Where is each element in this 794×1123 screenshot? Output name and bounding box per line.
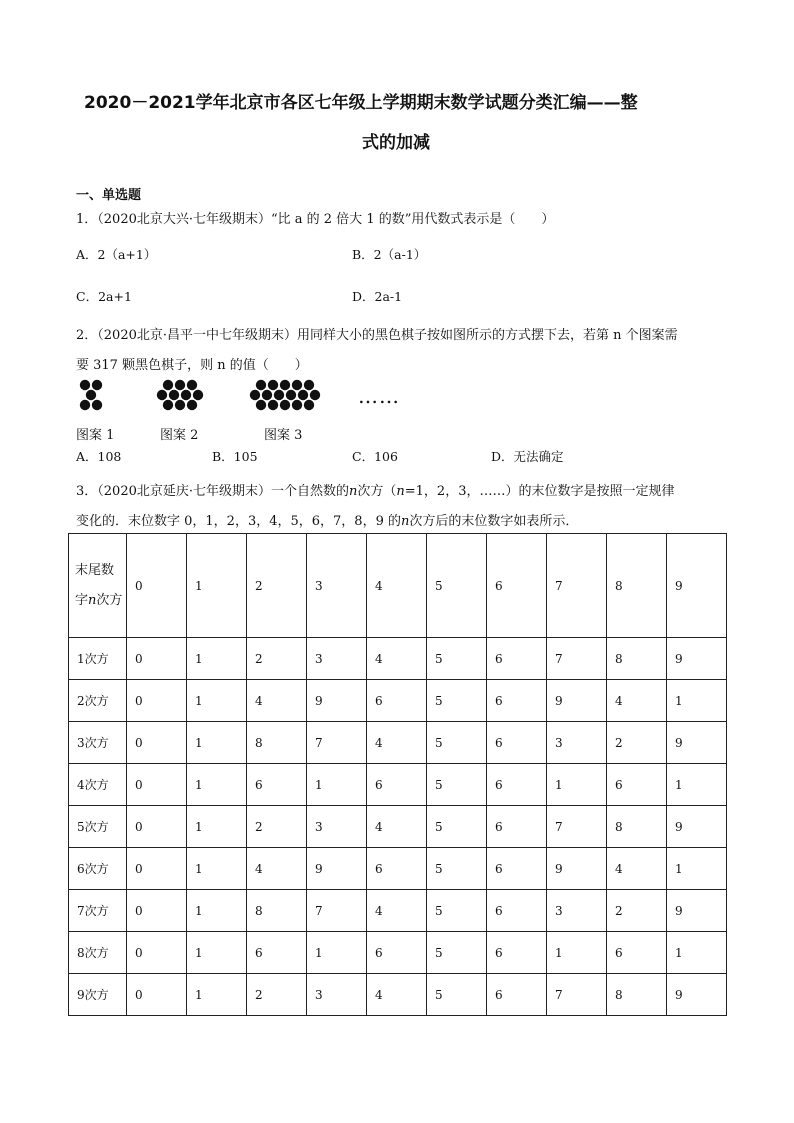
table-cell: 6 [487, 806, 547, 848]
table-cell: 6 [487, 722, 547, 764]
pattern-label-3: 图案 3 [264, 428, 303, 443]
table-row-label: 1次方 [69, 638, 127, 680]
table-row-label: 9次方 [69, 974, 127, 1016]
table-cell: 1 [307, 764, 367, 806]
table-row [69, 722, 727, 764]
page-title-line1: 2020－2021学年北京市各区七年级上学期期末数学试题分类汇编——整 [84, 93, 638, 113]
table-cell: 9 [667, 806, 727, 848]
table-cell: 0 [127, 764, 187, 806]
question-3-text-line2: 变化的．末位数字 0，1，2，3，4，5，6，7，8，9 的n次方后的末位数字如表所示． [76, 514, 579, 529]
pattern-label-2: 图案 2 [160, 428, 199, 443]
table-header-cell: 2 [247, 534, 307, 638]
table-cell: 6 [367, 680, 427, 722]
table-cell: 8 [607, 638, 667, 680]
chess-pattern-figure [76, 378, 326, 414]
table-cell: 1 [187, 722, 247, 764]
table-cell: 9 [307, 680, 367, 722]
table-cell: 9 [667, 638, 727, 680]
table-cell: 1 [187, 974, 247, 1016]
table-cell: 5 [427, 848, 487, 890]
table-cell: 0 [127, 848, 187, 890]
table-row [69, 638, 727, 680]
table-cell: 1 [187, 932, 247, 974]
table-cell: 4 [247, 848, 307, 890]
table-cell: 6 [487, 848, 547, 890]
table-header-cell: 0 [127, 534, 187, 638]
question-1-text: 1．（2020北京大兴·七年级期末）“比 a 的 2 倍大 1 的数”用代数式表示是（ ） [76, 212, 555, 227]
table-row-label: 4次方 [69, 764, 127, 806]
table-cell: 6 [487, 680, 547, 722]
table-cell: 1 [667, 764, 727, 806]
table-cell: 4 [367, 890, 427, 932]
table-row-label: 5次方 [69, 806, 127, 848]
page-title-line2: 式的加减 [362, 133, 430, 153]
table-header-cell: 6 [487, 534, 547, 638]
pattern-3 [250, 380, 320, 410]
table-cell: 5 [427, 932, 487, 974]
table-row [69, 806, 727, 848]
table-cell: 2 [607, 722, 667, 764]
table-cell: 4 [367, 722, 427, 764]
table-cell: 0 [127, 974, 187, 1016]
table-cell: 7 [547, 806, 607, 848]
table-cell: 0 [127, 638, 187, 680]
table-cell: 6 [247, 764, 307, 806]
table-cell: 1 [187, 680, 247, 722]
question-2-text-line2: 要 317 颗黑色棋子，则 n 的值（ ） [76, 358, 308, 373]
table-cell: 7 [547, 974, 607, 1016]
table-cell: 6 [367, 764, 427, 806]
table-body [69, 534, 727, 1016]
table-header-cell: 5 [427, 534, 487, 638]
table-cell: 9 [307, 848, 367, 890]
table-cell: 4 [607, 680, 667, 722]
table-cell: 5 [427, 764, 487, 806]
table-cell: 5 [427, 806, 487, 848]
question-2-text-line1: 2．（2020北京·昌平一中七年级期末）用同样大小的黑色棋子按如图所示的方式摆下去，若第 n 个图案需 [76, 328, 678, 343]
table-cell: 2 [247, 806, 307, 848]
table-row-label: 7次方 [69, 890, 127, 932]
table-cell: 5 [427, 890, 487, 932]
table-cell: 5 [427, 680, 487, 722]
table-cell: 5 [427, 638, 487, 680]
table-cell: 1 [667, 932, 727, 974]
table-cell: 1 [187, 638, 247, 680]
table-cell: 0 [127, 680, 187, 722]
table-cell: 1 [547, 764, 607, 806]
table-cell: 9 [667, 974, 727, 1016]
table-cell: 1 [187, 890, 247, 932]
table-cell: 6 [607, 932, 667, 974]
table-cell: 3 [547, 890, 607, 932]
table-cell: 6 [487, 890, 547, 932]
table-header-cell: 4 [367, 534, 427, 638]
table-cell: 1 [187, 764, 247, 806]
question-1-option-a: A．2（a+1） [76, 247, 157, 262]
table-row-label: 2次方 [69, 680, 127, 722]
question-1-option-d: D．2a-1 [352, 289, 403, 304]
table-row [69, 932, 727, 974]
table-header-cell: 7 [547, 534, 607, 638]
table-cell: 6 [367, 848, 427, 890]
table-cell: 1 [547, 932, 607, 974]
pattern-2 [157, 380, 203, 410]
table-cell: 1 [667, 680, 727, 722]
table-header-cell: 9 [667, 534, 727, 638]
question-2-option-d: D．无法确定 [491, 449, 564, 464]
table-cell: 6 [487, 764, 547, 806]
table-cell: 2 [247, 974, 307, 1016]
table-cell: 4 [607, 848, 667, 890]
table-cell: 9 [667, 722, 727, 764]
table-cell: 7 [547, 638, 607, 680]
section-heading: 一、单选题 [76, 188, 142, 203]
table-cell: 4 [247, 680, 307, 722]
table-cell: 6 [487, 932, 547, 974]
pattern-label-1: 图案 1 [76, 428, 115, 443]
table-cell: 9 [547, 680, 607, 722]
table-cell: 8 [247, 722, 307, 764]
table-cell: 3 [307, 806, 367, 848]
table-cell: 1 [187, 848, 247, 890]
table-cell: 7 [307, 722, 367, 764]
table-cell: 3 [547, 722, 607, 764]
table-cell: 6 [247, 932, 307, 974]
table-cell: 6 [487, 638, 547, 680]
table-cell: 1 [307, 932, 367, 974]
table-cell: 6 [367, 932, 427, 974]
table-cell: 3 [307, 638, 367, 680]
table-cell: 4 [367, 974, 427, 1016]
table-header-label: 末尾数字n次方 [69, 534, 127, 638]
table-header-row [69, 534, 727, 638]
question-3-text-line1: 3．（2020北京延庆·七年级期末）一个自然数的n次方（n=1，2，3，……）的末位数字是按照一定规律 [76, 484, 675, 499]
table-header-cell: 8 [607, 534, 667, 638]
table-cell: 4 [367, 638, 427, 680]
table-row [69, 848, 727, 890]
table-row-label: 8次方 [69, 932, 127, 974]
table-cell: 8 [607, 806, 667, 848]
table-cell: 0 [127, 806, 187, 848]
table-cell: 3 [307, 974, 367, 1016]
table-row [69, 764, 727, 806]
question-1-option-c: C．2a+1 [76, 289, 132, 304]
table-cell: 1 [667, 848, 727, 890]
question-2-option-b: B．105 [212, 449, 258, 464]
table-cell: 6 [487, 974, 547, 1016]
table-cell: 5 [427, 722, 487, 764]
table-cell: 8 [607, 974, 667, 1016]
table-cell: 0 [127, 722, 187, 764]
question-2-option-a: A．108 [76, 449, 122, 464]
table-row-label: 6次方 [69, 848, 127, 890]
table-row-label: 3次方 [69, 722, 127, 764]
table-row [69, 974, 727, 1016]
pattern-1 [80, 380, 102, 410]
table-cell: 0 [127, 932, 187, 974]
question-2-option-c: C．106 [352, 449, 398, 464]
last-digit-table [68, 533, 727, 1016]
pattern-ellipsis: …… [358, 384, 400, 408]
question-1-option-b: B．2（a-1） [352, 247, 427, 262]
table-cell: 6 [607, 764, 667, 806]
table-cell: 7 [307, 890, 367, 932]
table-header-cell: 3 [307, 534, 367, 638]
table-row [69, 680, 727, 722]
table-header-cell: 1 [187, 534, 247, 638]
table-cell: 8 [247, 890, 307, 932]
table-cell: 4 [367, 806, 427, 848]
table-cell: 0 [127, 890, 187, 932]
table-cell: 2 [607, 890, 667, 932]
table-cell: 9 [667, 890, 727, 932]
table-cell: 5 [427, 974, 487, 1016]
table-cell: 1 [187, 806, 247, 848]
table-cell: 9 [547, 848, 607, 890]
table-cell: 2 [247, 638, 307, 680]
table-row [69, 890, 727, 932]
